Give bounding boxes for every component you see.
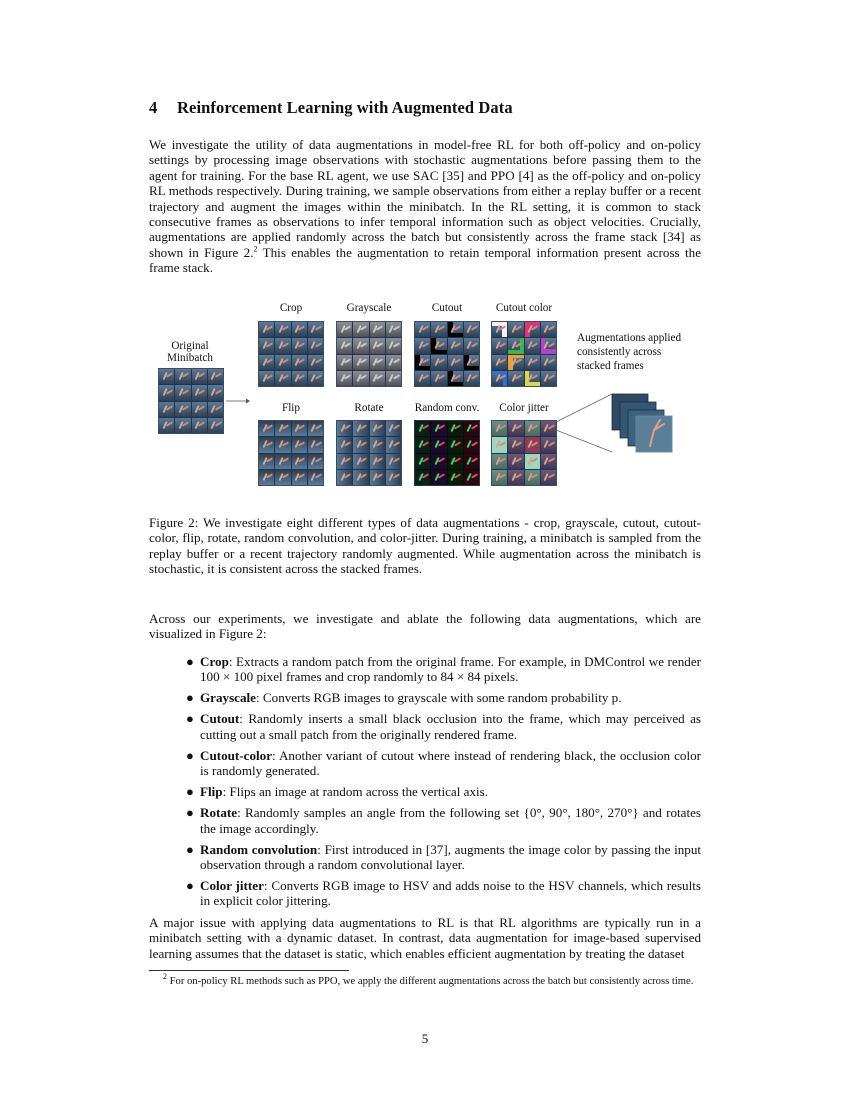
random-conv-grid [414,420,480,486]
item-desc: : Flips an image at random across the vertical axis. [222,784,488,800]
stack-note [577,331,681,373]
color-jitter-grid [491,420,557,486]
section-number: 4 [149,98,158,117]
section-heading [149,98,513,118]
augmentation-list [186,654,701,914]
page-number: 5 [421,1031,429,1046]
item-name: Flip [200,784,223,800]
arrow-icon [226,396,250,406]
closing-paragraph: A major issue with applying data augmentations to RL is that RL algorithms are typically run in a minibatch setting with a dynamic dataset. In contrast, data augmentation for image-based supervised learning assumes that the dataset is static, which enables efficient augmentation by treating the dataset [149,915,701,961]
label-crop: Crop [279,302,303,314]
item-desc: : Converts RGB image to HSV and adds noise to the HSV channels, which results in explicit color jittering. [200,878,701,909]
footnote-ref[interactable]: 2 [253,244,258,254]
original-minibatch-label [150,340,230,364]
original-minibatch-grid [158,368,224,434]
cutout-color-grid [491,321,557,387]
label-rotate: Rotate [354,402,384,414]
intro-text-end: This enables the augmentation to retain temporal information present across the frame stack. [149,244,702,276]
stack-note-line2: consistently across [577,346,662,358]
intro-paragraph [149,137,701,276]
label-grayscale: Grayscale [346,302,392,314]
crop-grid [258,321,324,387]
item-name: Random convolution [200,841,318,857]
label-flip: Flip [281,402,301,414]
item-desc: : Extracts a random patch from the original frame. For example, in DMControl we render 100 × 100 pixel frames and crop randomly to 84 × 84 pixels. [200,654,701,685]
item-name: Rotate [200,805,238,821]
label-color-jitter: Color jitter [499,402,549,414]
list-item: ● Rotate: Randomly samples an angle from the following set {0°, 90°, 180°, 270°} and rotates the image accordingly. [186,805,701,836]
item-desc: : Randomly inserts a small black occlusion into the frame, which may perceived as cutting out a small patch from the originally rendered frame. [200,711,701,742]
section-title: Reinforcement Learning with Augmented Data [177,98,513,117]
label-random-conv: Random conv. [414,402,480,414]
grayscale-grid [336,321,402,387]
list-item: ● Cutout: Randomly inserts a small black occlusion into the frame, which may perceived as cutting out a small patch from the originally rendered frame. [186,711,701,742]
stacked-frames-illustration [540,390,680,470]
item-desc: : First introduced in [37], augments the image color by passing the input observation through a random convolutional layer. [200,841,702,873]
list-intro: Across our experiments, we investigate and ablate the following data augmentations, which are visualized in Figure 2: [149,611,701,642]
list-item: ● Crop: Extracts a random patch from the original frame. For example, in DMControl we render 100 × 100 pixel frames and crop randomly to 84 × 84 pixels. [186,654,701,685]
footnote-marker: 2 [163,972,167,982]
rotate-grid [336,420,402,486]
list-item: ● Grayscale: Converts RGB images to grayscale with some random probability p. [186,690,622,706]
item-desc: : Converts RGB images to grayscale with some random probability p. [256,690,622,706]
footnote-rule [149,970,349,971]
item-name: Crop [200,654,229,669]
list-item: ● Flip: Flips an image at random across the vertical axis. [186,784,488,800]
flip-grid [258,420,324,486]
footnote [149,972,701,988]
item-desc: : Another variant of cutout where instead of rendering black, the occlusion color is randomly generated. [200,747,701,779]
intro-text: We investigate the utility of data augmentations in model-free RL for both off-policy and on-policy settings by processing image observations with stochastic augmentations before passing them to the agent for training. For the base RL agent, we use SAC [35] and PPO [4] as the off-policy and on-policy RL methods respectively. During training, we sample observations from either a replay buffer or a recent trajectory and augment the images within the minibatch. In the RL setting, it is common to stack consecutive frames as observations to infer temporal information such as object velocities. Crucially, augmentations are applied randomly across the batch but consistently across the frame stack [34] as shown in Figure 2. [149,137,701,260]
item-desc: : Randomly samples an angle from the following set {0°, 90°, 180°, 270°} and rotates the image accordingly. [200,805,701,836]
item-name: Cutout-color [200,747,273,763]
original-label-line2: Minibatch [167,352,213,364]
list-item: ● Color jitter: Converts RGB image to HSV and adds noise to the HSV channels, which results in explicit color jittering. [186,878,701,909]
label-cutout: Cutout [431,302,463,314]
stack-note-line1: Augmentations applied [577,332,682,344]
list-item: ● Random convolution: First introduced in [37], augments the image color by passing the input observation through a random convolutional layer. [186,841,702,873]
cutout-grid [414,321,480,387]
figure-caption: Figure 2: We investigate eight different types of data augmentations - crop, grayscale, cutout, cutout-color, flip, rotate, random convolution, and color-jitter. During training, a minibatch is sampled from the replay buffer or a recent trajectory randomly augmented. While augmentation across the minibatch is stochastic, it is consistent across the stacked frames. [149,515,701,577]
item-name: Color jitter [200,878,264,894]
footnote-text: For on-policy RL methods such as PPO, we apply the different augmentations across the batch but consistently across time. [167,976,694,987]
item-name: Grayscale [200,690,256,706]
label-cutout-color: Cutout color [495,302,553,314]
original-label-line1: Original [171,340,209,352]
list-item: ● Cutout-color: Another variant of cutout where instead of rendering black, the occlusion color is randomly generated. [186,747,701,779]
item-name: Cutout [200,711,240,727]
stack-note-line3: stacked frames [577,360,644,372]
